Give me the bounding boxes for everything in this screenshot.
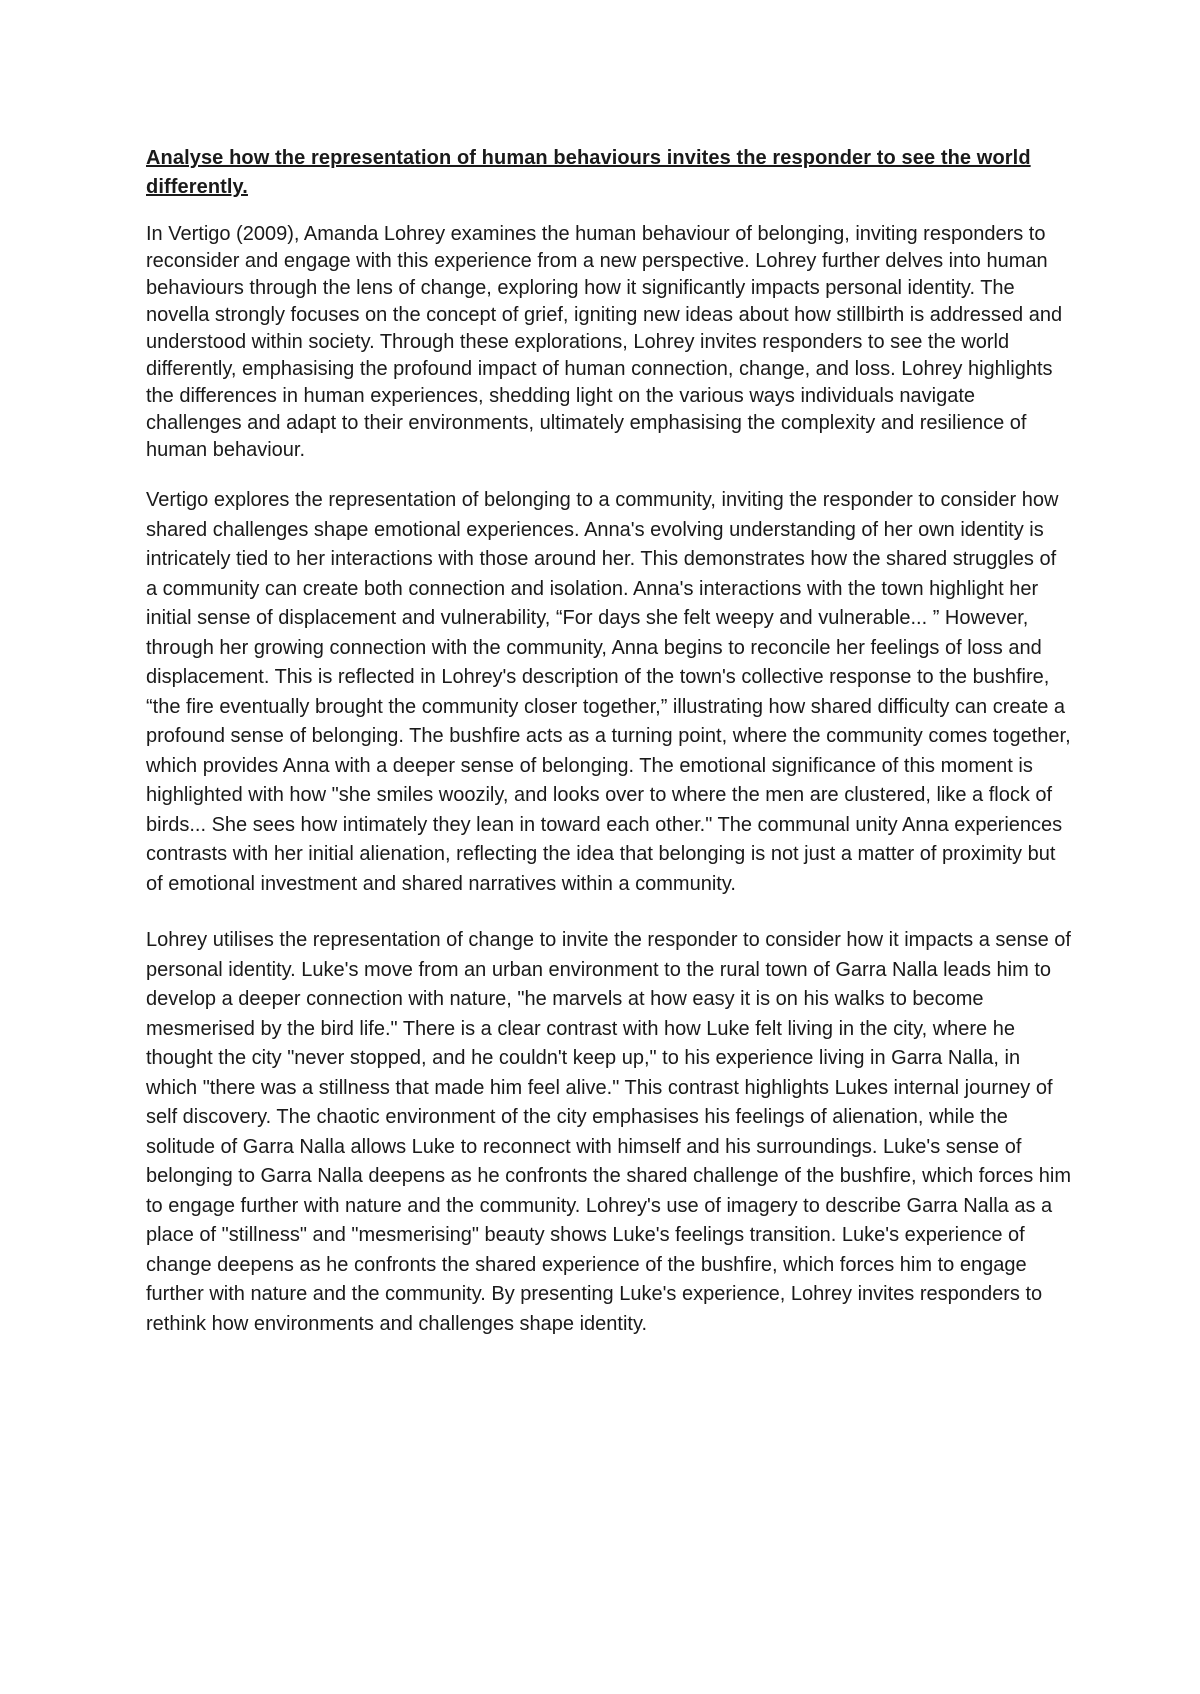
essay-question-heading: Analyse how the representation of human behaviours invites the responder to see the world differently. xyxy=(146,147,1031,198)
body-paragraph-change: Lohrey utilises the representation of change to invite the responder to consider how it impacts a sense of personal identity. Luke's move from an urban environment to the rural town of Garra Nalla leads him to develop a deeper connection with nature, "he marvels at how easy it is on his walks to become mesmerised by the bird life." There is a clear contrast with how Luke felt living in the city, where he thought the city "never stopped, and he couldn't keep up," to his experience living in Garra Nalla, in which "there was a stillness that made him feel alive." This contrast highlights Lukes internal journey of self discovery. The chaotic environment of the city emphasises his feelings of alienation, while the solitude of Garra Nalla allows Luke to reconnect with himself and his surroundings. Luke's sense of belonging to Garra Nalla deepens as he confronts the shared challenge of the bushfire, which forces him to engage further with nature and the community. Lohrey's use of imagery to describe Garra Nalla as a place of "stillness" and "mesmerising" beauty shows Luke's feelings transition. Luke's experience of change deepens as he confronts the shared experience of the bushfire, which forces him to engage further with nature and the community. By presenting Luke's experience, Lohrey invites responders to rethink how environments and challenges shape identity. xyxy=(146,929,1071,1335)
body-paragraph-belonging: Vertigo explores the representation of belonging to a community, inviting the responder to consider how shared challenges shape emotional experiences. Anna's evolving understanding of her own identity is intricately tied to her interactions with those around her. This demonstrates how the shared struggles of a community can create both connection and isolation. Anna's interactions with the town highlight her initial sense of displacement and vulnerability, “For days she felt weepy and vulnerable... ” However, through her growing connection with the community, Anna begins to reconcile her feelings of loss and displacement. This is reflected in Lohrey's description of the town's collective response to the bushfire, “the fire eventually brought the community closer together,” illustrating how shared difficulty can create a profound sense of belonging. The bushfire acts as a turning point, where the community comes together, which provides Anna with a deeper sense of belonging. The emotional significance of this moment is highlighted with how "she smiles woozily, and looks over to where the men are clustered, like a flock of birds... She sees how intimately they lean in toward each other." The communal unity Anna experiences contrasts with her initial alienation, reflecting the idea that belonging is not just a matter of proximity but of emotional investment and shared narratives within a community. xyxy=(146,489,1071,895)
document-page xyxy=(146,144,1071,1339)
introduction-paragraph: In Vertigo (2009), Amanda Lohrey examines the human behaviour of belonging, inviting responders to reconsider and engage with this experience from a new perspective. Lohrey further delves into human behaviours through the lens of change, exploring how it significantly impacts personal identity. The novella strongly focuses on the concept of grief, igniting new ideas about how stillbirth is addressed and understood within society. Through these explorations, Lohrey invites responders to see the world differently, emphasising the profound impact of human connection, change, and loss. Lohrey highlights the differences in human experiences, shedding light on the various ways individuals navigate challenges and adapt to their environments, ultimately emphasising the complexity and resilience of human behaviour. xyxy=(146,223,1063,461)
